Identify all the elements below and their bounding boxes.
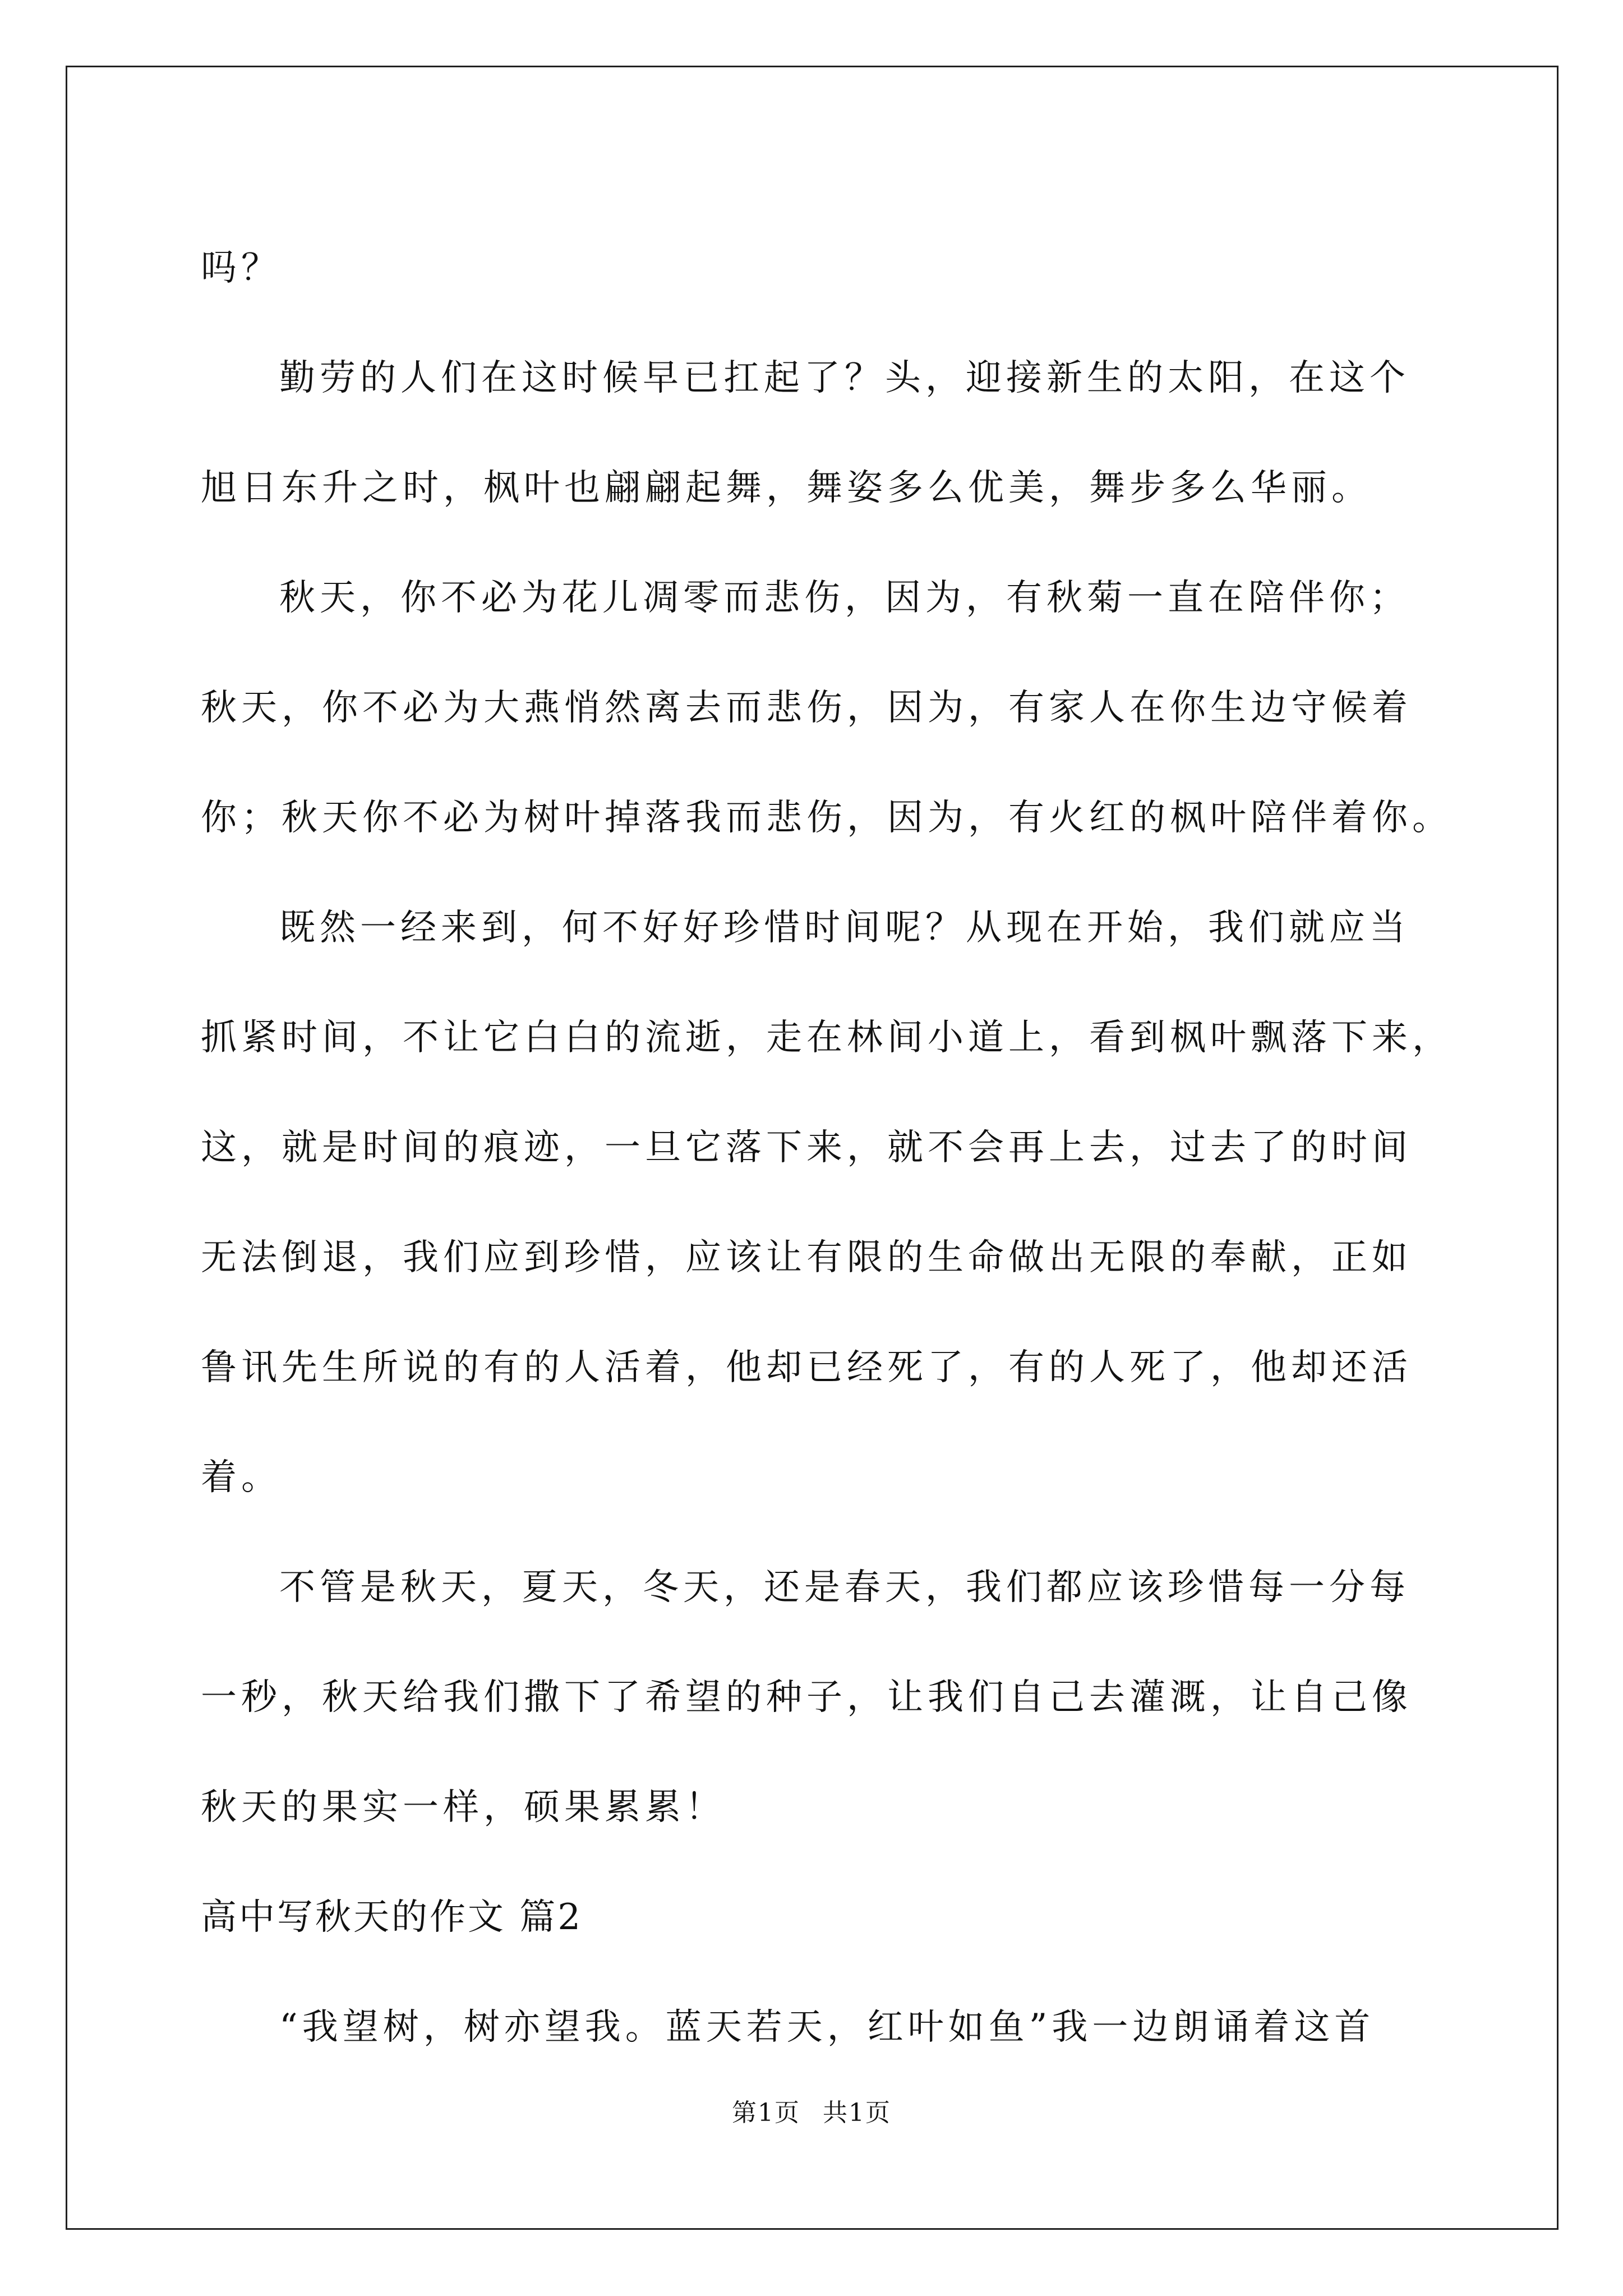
text-line: “我望树，树亦望我。蓝天若天，红叶如鱼”我一边朗诵着这首 bbox=[279, 2007, 1375, 2048]
text-line: 既然一经来到，何不好好珍惜时间呢？从现在开始，我们就应当 bbox=[279, 907, 1410, 949]
text-line: 秋天，你不必为大燕悄然离去而悲伤，因为，有家人在你生边守候着 bbox=[201, 687, 1412, 729]
page-footer bbox=[0, 2092, 1623, 2128]
text-line: 吗？ bbox=[201, 247, 282, 289]
text-line: 旭日东升之时，枫叶也翩翩起舞，舞姿多么优美，舞步多么华丽。 bbox=[201, 467, 1372, 509]
text-line: 你；秋天你不必为树叶掉落我而悲伤，因为，有火红的枫叶陪伴着你。 bbox=[201, 797, 1453, 839]
text-line: 秋天，你不必为花儿凋零而悲伤，因为，有秋菊一直在陪伴你； bbox=[279, 577, 1410, 619]
text-line: 抓紧时间，不让它白白的流逝，走在林间小道上，看到枫叶飘落下来， bbox=[201, 1017, 1453, 1059]
section-heading: 高中写秋天的作文 篇2 bbox=[201, 1897, 583, 1938]
text-line: 勤劳的人们在这时候早已扛起了？头，迎接新生的太阳，在这个 bbox=[279, 357, 1410, 399]
page-number: 第1页 bbox=[732, 2099, 800, 2127]
text-line: 鲁讯先生所说的有的人活着，他却已经死了，有的人死了，他却还活 bbox=[201, 1347, 1412, 1388]
text-line: 这，就是时间的痕迹，一旦它落下来，就不会再上去，过去了的时间 bbox=[201, 1127, 1412, 1168]
text-line: 一秒，秋天给我们撒下了希望的种子，让我们自己去灌溉，让自己像 bbox=[201, 1677, 1412, 1718]
text-line: 秋天的果实一样，硕果累累！ bbox=[201, 1787, 726, 1828]
document-body bbox=[201, 213, 1453, 2082]
text-line: 无法倒退，我们应到珍惜，应该让有限的生命做出无限的奉献，正如 bbox=[201, 1237, 1412, 1278]
page-total: 共1页 bbox=[823, 2099, 891, 2127]
text-line: 不管是秋天，夏天，冬天，还是春天，我们都应该珍惜每一分每 bbox=[279, 1567, 1410, 1608]
text-line: 着。 bbox=[201, 1457, 282, 1498]
